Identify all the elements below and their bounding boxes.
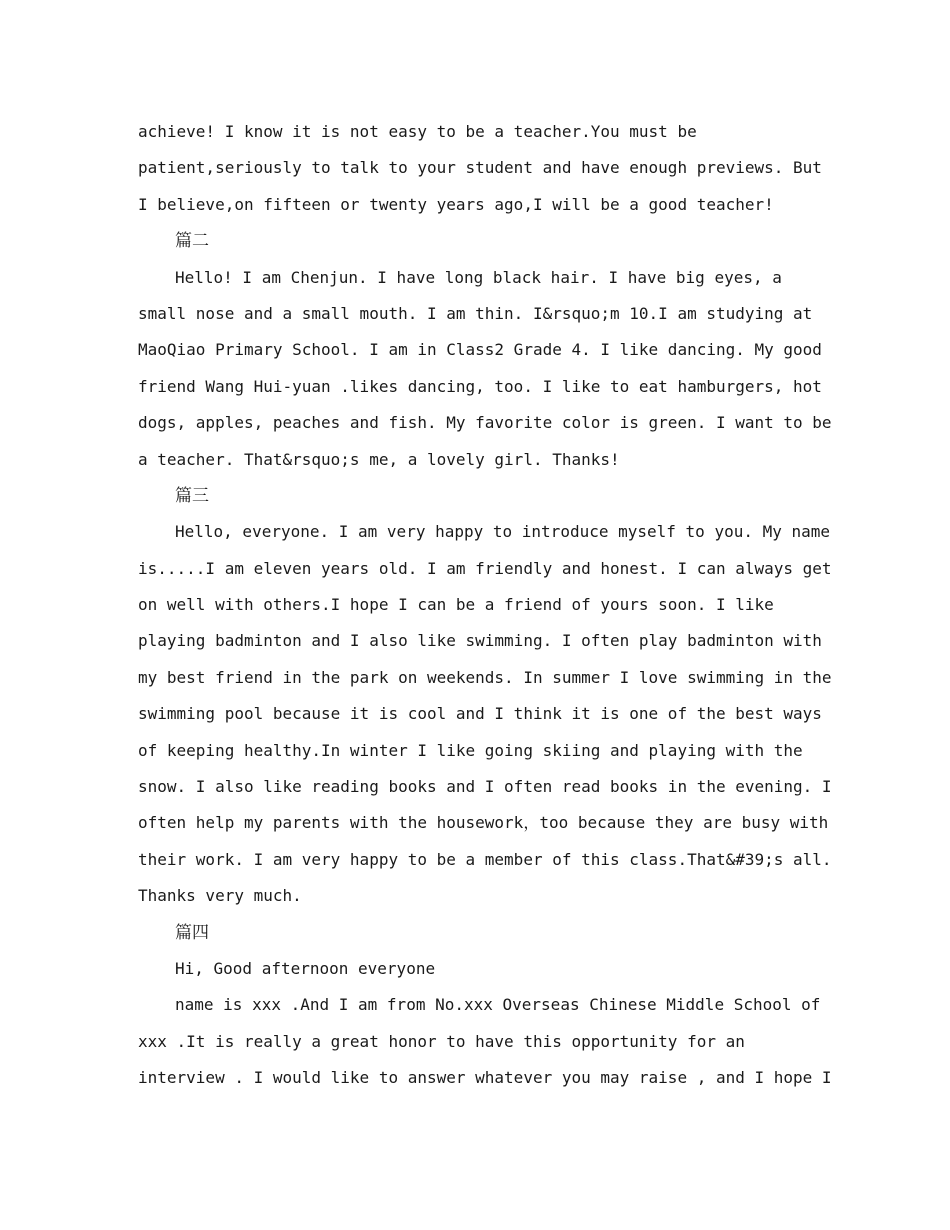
text-line: Hi, Good afternoon everyone: [175, 958, 436, 978]
document-body: [138, 114, 832, 1097]
text-line: on well with others.I hope I can be a friend of yours soon. I like: [138, 595, 774, 615]
paragraph: [138, 987, 832, 1096]
text-line: of keeping healthy.In winter I like going skiing and playing with the: [138, 740, 803, 760]
section-heading: 篇二: [175, 231, 209, 252]
text-line: Hello, everyone. I am very happy to introduce myself to you. My name: [175, 522, 831, 542]
text-line: friend Wang Hui-yuan .likes dancing, too. I like to eat hamburgers, hot: [138, 376, 822, 396]
text-line: patient,seriously to talk to your student and have enough previews. But: [138, 158, 822, 178]
text-line: MaoQiao Primary School. I am in Class2 Grade 4. I like dancing. My good: [138, 340, 822, 360]
text-line: interview . I would like to answer whatever you may raise , and I hope I: [138, 1068, 832, 1088]
text-line: playing badminton and I also like swimming. I often play badminton with: [138, 631, 822, 651]
text-line: their work. I am very happy to be a member of this class.That&#39;s all.: [138, 849, 832, 869]
paragraph: [138, 951, 828, 987]
text-line: name is xxx .And I am from No.xxx Overseas Chinese Middle School of: [175, 995, 821, 1015]
paragraph: [138, 260, 832, 478]
text-line: snow. I also like reading books and I often read books in the evening. I: [138, 777, 832, 797]
text-line: dogs, apples, peaches and fish. My favorite color is green. I want to be: [138, 413, 832, 433]
text-line: achieve! I know it is not easy to be a teacher.You must be: [138, 122, 697, 141]
text-line: swimming pool because it is cool and I think it is one of the best ways: [138, 704, 822, 724]
text-line: small nose and a small mouth. I am thin. I&rsquo;m 10.I am studying at: [138, 303, 813, 323]
text-line: xxx .It is really a great honor to have this opportunity for an: [138, 1031, 745, 1051]
paragraph: [138, 114, 828, 223]
section-heading: 篇三: [175, 485, 209, 506]
section-heading: 篇四: [175, 922, 209, 943]
text-line: Thanks very much.: [138, 886, 302, 906]
text-line: I believe,on fifteen or twenty years ago,I will be a good teacher!: [138, 194, 774, 214]
text-line: Hello! I am Chenjun. I have long black hair. I have big eyes, a: [175, 267, 782, 287]
paragraph: [138, 514, 832, 914]
text-line: often help my parents with the housework，too because they are busy with: [138, 813, 829, 833]
text-line: a teacher. That&rsquo;s me, a lovely girl. Thanks!: [138, 449, 620, 469]
text-line: my best friend in the park on weekends. In summer I love swimming in the: [138, 667, 832, 687]
text-line: is.....I am eleven years old. I am friendly and honest. I can always get: [138, 558, 832, 578]
